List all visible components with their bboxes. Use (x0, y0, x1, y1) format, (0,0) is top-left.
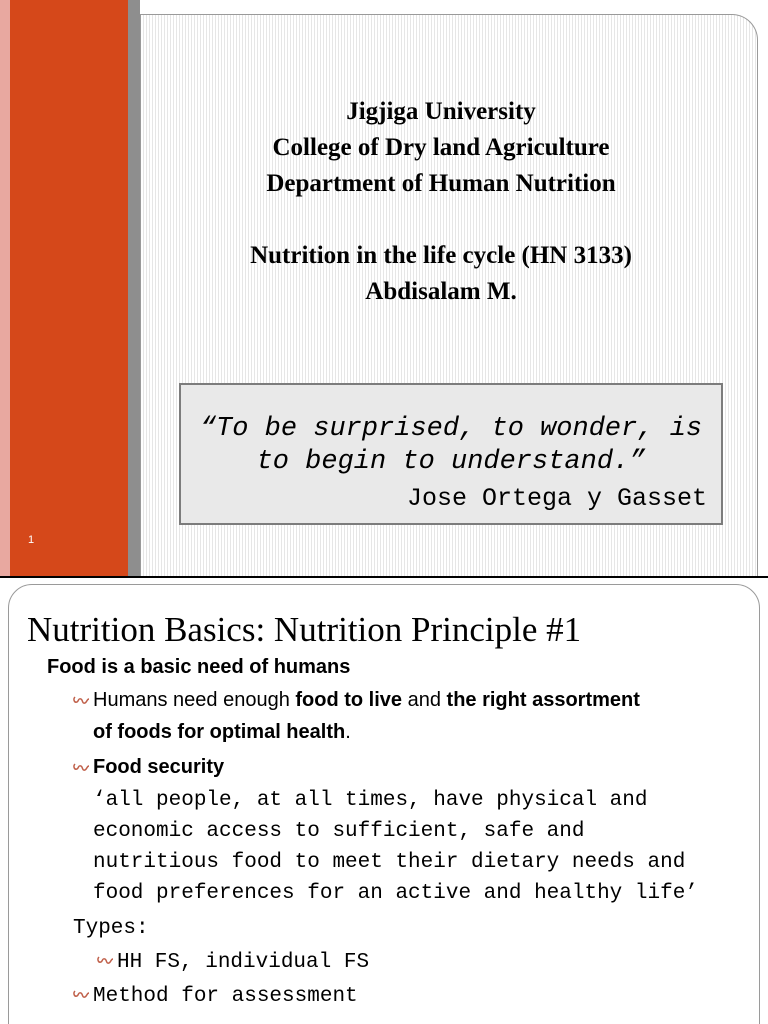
slide-edge-strip (0, 0, 10, 576)
author-name: Abdisalam M. (365, 278, 517, 305)
subheading: Food is a basic need of humans (47, 656, 351, 678)
hook-bullet-icon (72, 694, 92, 708)
accent-sidebar (10, 0, 128, 576)
definition-line-3: nutritious food to meet their dietary needs and (93, 851, 686, 874)
divider-bar (128, 0, 140, 576)
types-label: Types: (73, 917, 149, 940)
bullet-food-security: Food security (72, 753, 224, 781)
definition-line-4: food preferences for an active and healthy life’ (93, 882, 698, 905)
quote-author: Jose Ortega y Gasset (406, 484, 707, 513)
hook-bullet-icon (96, 954, 116, 968)
definition-line-2: economic access to sufficient, safe and (93, 820, 585, 843)
slide-2 (0, 578, 768, 1024)
bullet-humans-need-cont: of foods for optimal health. (93, 721, 351, 743)
title-block (140, 94, 742, 310)
quote-line-1: “To be surprised, to wonder, is (199, 414, 703, 444)
quote-box (179, 383, 723, 525)
bullet-method-assessment: Method for assessment (72, 982, 358, 1012)
slide-number: 1 (28, 534, 35, 546)
course-title: Nutrition in the life cycle (HN 3133) (250, 242, 632, 269)
hook-bullet-icon (72, 988, 92, 1002)
slide-title: Nutrition Basics: Nutrition Principle #1 (27, 610, 582, 649)
quote-line-2: to begin to understand.” (256, 447, 646, 477)
department-name: Department of Human Nutrition (266, 170, 616, 197)
hook-bullet-icon (72, 761, 92, 775)
types-item: HH FS, individual FS (96, 948, 369, 978)
college-name: College of Dry land Agriculture (272, 134, 610, 161)
definition-line-1: ‘all people, at all times, have physical and (93, 789, 648, 812)
bullet-humans-need: Humans need enough food to live and the right assortment (72, 686, 640, 714)
university-name: Jigjiga University (346, 98, 536, 125)
